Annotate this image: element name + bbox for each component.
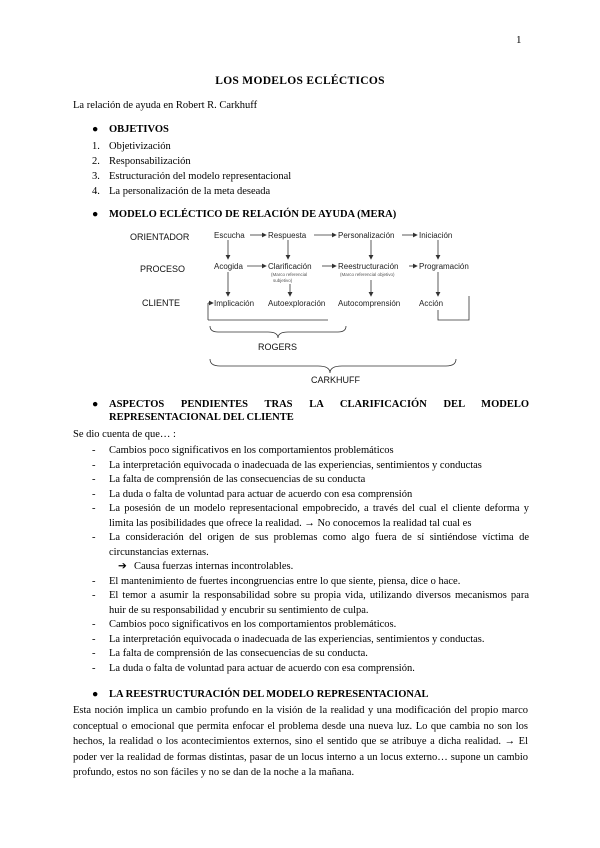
list-number: 2. [92,156,100,167]
node-respuesta: Respuesta [268,231,307,240]
note-clarificacion-1: (Marco referencial [271,272,308,277]
row-label-cliente: CLIENTE [142,298,181,308]
list-item-text: La falta de comprensión de las consecuencias de su conducta [109,474,366,485]
aspectos-heading [92,398,529,424]
list-item [92,575,529,590]
list-item [92,618,529,633]
dash-icon: - [92,662,96,674]
dash-icon: - [92,503,96,514]
aspectos-heading-line1: ASPECTOS PENDIENTES TRAS LA CLARIFICACIÓN DEL MODELO [109,399,529,410]
list-item [92,647,529,662]
note-clarificacion-2: subjetivo) [273,278,293,283]
dash-icon: - [92,459,96,471]
node-programacion: Programación [419,262,469,271]
objetivos-heading-text: OBJETIVOS [109,124,169,135]
list-item [92,488,529,503]
list-item-label: Estructuración del modelo representacional [109,171,292,182]
dash-icon: - [92,648,96,659]
list-item [92,662,529,677]
mera-diagram [128,226,478,391]
brace-rogers [210,326,346,338]
aspectos-heading-line2: REPRESENTACIONAL DEL CLIENTE [109,412,294,423]
list-item-text: El temor a asumir la responsabilidad sobre su propia vida, utilizando diversos mecanismos para huir de su responsabilidad y encubrir su sentimiento de culpa. [109,590,529,616]
list-item-text: La interpretación equivocada o inadecuada de las experiencias, sentimientos y conductas. [109,633,485,645]
label-carkhuff: CARKHUFF [311,375,360,385]
arrow-right-icon: ➔ [118,561,127,572]
list-item [92,531,529,560]
list-item [92,633,529,648]
list-item-text: La posesión de un modelo representacional empobrecido, a través del cual el cliente deforma y limita las posibilidades que ofrece la realidad. → No conocemos la realidad tal cual es [109,503,529,529]
aspectos-list [92,444,529,676]
mera-heading-text: MODELO ECLÉCTICO DE RELACIÓN DE AYUDA (MERA) [109,209,397,220]
list-item-text: La duda o falta de voluntad para actuar de acuerdo con esa comprensión [109,488,413,500]
list-item-text: La interpretación equivocada o inadecuada de las experiencias, sentimientos y conductas [109,459,482,471]
node-escucha: Escucha [214,231,245,240]
dash-icon: - [92,488,96,500]
list-item [92,502,529,531]
bullet-icon: ● [92,209,99,220]
row-label-proceso: PROCESO [140,264,186,274]
row-label-orientador: ORIENTADOR [130,232,190,242]
node-acogida: Acogida [214,262,243,271]
list-item-text: La falta de comprensión de las consecuencias de su conducta. [109,648,368,659]
aspectos-lead: Se dio cuenta de que… : [73,429,176,440]
list-item-label: Objetivización [109,141,171,152]
list-item-label: Responsabilización [109,156,191,167]
dash-icon: - [92,474,96,485]
list-number: 1. [92,141,100,152]
list-item [92,459,529,474]
intro-text: La relación de ayuda en Robert R. Carkhuff [73,100,258,111]
sub-list-item [92,560,529,575]
dash-icon: - [92,445,96,456]
list-item [92,589,529,618]
list-item-text: La duda o falta de voluntad para actuar de acuerdo con esa comprensión. [109,662,415,674]
page-title: LOS MODELOS ECLÉCTICOS [215,75,385,87]
dash-icon: - [92,633,96,645]
list-item-text: Cambios poco significativos en los comportamientos problemáticos. [109,619,397,630]
list-item-text: El mantenimiento de fuertes incongruencias entre lo que siente, piensa, dice o hace. [109,575,461,587]
reestructuracion-heading-text: LA REESTRUCTURACIÓN DEL MODELO REPRESENTACIONAL [109,689,429,700]
dash-icon: - [92,619,96,630]
dash-icon: - [92,590,96,601]
dash-icon: - [92,532,96,543]
node-personalizacion: Personalización [338,231,395,240]
label-rogers: ROGERS [258,342,298,352]
node-clarificacion: Clarificación [268,262,312,271]
list-item-label: La personalización de la meta deseada [109,186,271,197]
node-accion: Acción [419,299,444,308]
list-number: 3. [92,171,100,182]
node-implicacion: Implicación [214,299,255,308]
dash-icon: - [92,575,96,587]
bullet-icon: ● [92,689,99,700]
note-reestructuracion: (Marco referencial objetivo) [340,272,395,277]
page-number: 1 [516,34,522,46]
node-iniciacion: Iniciación [419,231,453,240]
sub-list-item-text: Causa fuerzas internas incontrolables. [134,561,294,572]
brace-carkhuff [210,359,456,373]
bullet-icon: ● [92,124,99,135]
list-item-text: La consideración del origen de sus problemas como algo fuera de sí sintiéndose víctima de circunstancias externas. [109,532,529,558]
list-item-text: Cambios poco significativos en los comportamientos problemáticos [109,445,394,456]
node-reestructuracion: Reestructuración [338,262,399,271]
list-item [92,444,529,459]
list-number: 4. [92,186,100,197]
node-autocomprension: Autocomprensión [338,299,401,308]
bullet-icon: ● [92,399,99,410]
reestructuracion-paragraph: Esta noción implica un cambio profundo en la visión de la realidad y una modificación del propio marco conceptual o emocional que permita enfocar el problema desde una nueva luz. Lo que cambia no son los hechos, la realidad o los acontecimientos externos, sino el sentido que se atribuye a dicha realidad. → El poder ver la realidad de formas distintas, pasar de un locus interno a un locus externo… supone un cambio profundo, estos no son fáciles y no se dan de la noche a la mañana. [73,705,528,778]
node-autoexploracion: Autoexploración [268,299,326,308]
list-item [92,473,529,488]
